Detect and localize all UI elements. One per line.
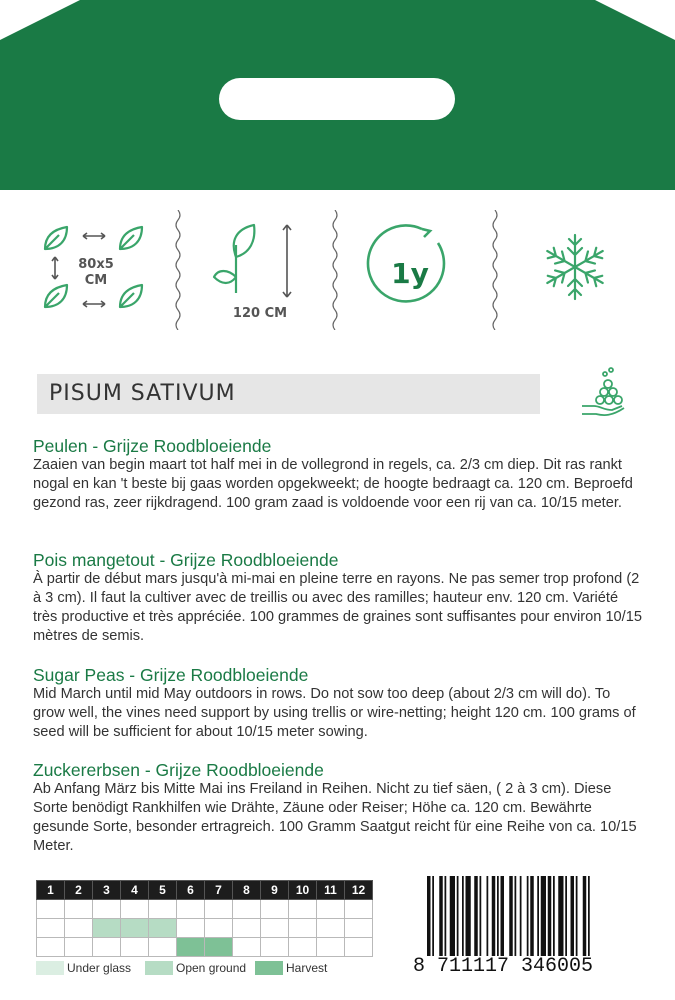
section-de [33, 760, 643, 856]
calendar-month-2: 2 [65, 881, 93, 900]
calendar-cell [289, 938, 317, 957]
barcode-bar [583, 876, 587, 956]
barcode-bar [553, 876, 555, 956]
barcode-bar [474, 876, 478, 956]
calendar-month-10: 10 [289, 881, 317, 900]
legend-label: Harvest [286, 961, 328, 975]
barcode [425, 876, 630, 956]
barcode-digits: 8 711117 346005 [413, 955, 594, 978]
section-body: Mid March until mid May outdoors in rows. Do not sow too deep (about 2/3 cm will do). To grow well, the vines need support by using trellis or wire-netting; height 120 cm. 100 grams of seed will be sufficient for about 10/15 meter sowing. [33, 686, 636, 740]
calendar-cell [93, 900, 121, 919]
species-name: PISUM SATIVUM [49, 381, 236, 406]
height-label: 120 CM [232, 306, 288, 321]
calendar-cell [205, 900, 233, 919]
sowing-calendar [36, 880, 373, 957]
calendar-month-6: 6 [177, 881, 205, 900]
calendar-cell [93, 919, 121, 938]
calendar-cell [317, 938, 345, 957]
calendar-cell [233, 938, 261, 957]
calendar-cell [289, 900, 317, 919]
barcode-bar [445, 876, 447, 956]
barcode-bar [530, 876, 534, 956]
snowflake-icon [535, 205, 615, 330]
legend-swatch [36, 961, 64, 975]
barcode-bar [520, 876, 522, 956]
calendar-cell [121, 919, 149, 938]
legend-label: Under glass [67, 961, 132, 975]
calendar-cell [149, 900, 177, 919]
calendar-cell [65, 938, 93, 957]
barcode-bar [588, 876, 590, 956]
wavy-divider [330, 210, 340, 330]
section-body: À partir de début mars jusqu'à mi-mai en pleine terre en rayons. Ne pas semer trop profond (2 à 3 cm). Il faut la cultiver avec de treillis ou avec des ramilles; hauteur env. 120 cm. Variété très productive et très appréciée. 100 grammes de graines sont suffisantes pour environ 10/15 mètres de semis. [33, 571, 642, 644]
calendar-cell [121, 900, 149, 919]
barcode-bar [480, 876, 482, 956]
legend-swatch [255, 961, 283, 975]
calendar-month-4: 4 [121, 881, 149, 900]
barcode-bar [432, 876, 434, 956]
calendar-cell [345, 938, 373, 957]
calendar-cell [65, 900, 93, 919]
barcode-bar [571, 876, 575, 956]
hand-seeds-icon [578, 362, 628, 422]
calendar-cell [205, 938, 233, 957]
barcode-bar [558, 876, 563, 956]
calendar-cell [317, 919, 345, 938]
calendar-row-open-ground [37, 919, 373, 938]
hang-slot [219, 78, 455, 120]
calendar-month-9: 9 [261, 881, 289, 900]
barcode-bar [565, 876, 567, 956]
calendar-cell [317, 900, 345, 919]
section-title: Pois mangetout - Grijze Roodbloeiende [33, 550, 339, 570]
plant-height-icon [210, 205, 310, 330]
calendar-cell [149, 938, 177, 957]
calendar-cell [233, 919, 261, 938]
barcode-bar [450, 876, 455, 956]
barcode-bar [548, 876, 552, 956]
annual-cycle-icon [360, 205, 460, 330]
icons-row [0, 205, 675, 330]
calendar-cell [65, 919, 93, 938]
barcode-bar [527, 876, 529, 956]
species-band [37, 374, 540, 414]
section-title: Peulen - Grijze Roodbloeiende [33, 436, 272, 456]
calendar-cell [261, 919, 289, 938]
calendar-cell [37, 919, 65, 938]
barcode-bar [492, 876, 496, 956]
section-nl [33, 436, 643, 513]
spacing-label-line2: CM [84, 273, 108, 288]
barcode-bar [462, 876, 464, 956]
calendar-month-5: 5 [149, 881, 177, 900]
wavy-divider [173, 210, 183, 330]
calendar-cell [261, 938, 289, 957]
barcode-bar [457, 876, 459, 956]
packet-header [0, 0, 675, 190]
calendar-cell [289, 919, 317, 938]
calendar-row-under-glass [37, 900, 373, 919]
barcode-bar [501, 876, 505, 956]
calendar-cell [37, 900, 65, 919]
barcode-bar [497, 876, 499, 956]
barcode-bar [537, 876, 539, 956]
calendar-cell [149, 919, 177, 938]
calendar-cell [261, 900, 289, 919]
lifecycle-label: 1y [391, 257, 429, 290]
calendar-cell [177, 900, 205, 919]
calendar-cell [345, 900, 373, 919]
calendar-month-3: 3 [93, 881, 121, 900]
header-corner-cut [595, 0, 675, 40]
calendar-month-12: 12 [345, 881, 373, 900]
legend-swatch [145, 961, 173, 975]
barcode-bar [576, 876, 578, 956]
wavy-divider [490, 210, 500, 330]
header-corner-cut [0, 0, 80, 40]
calendar-cell [177, 919, 205, 938]
calendar-cell [37, 938, 65, 957]
barcode-bar [427, 876, 431, 956]
legend-label: Open ground [176, 961, 247, 975]
section-en [33, 665, 643, 742]
calendar-row-harvest [37, 938, 373, 957]
calendar-cell [345, 919, 373, 938]
calendar-month-1: 1 [37, 881, 65, 900]
calendar-cell [233, 900, 261, 919]
section-body: Ab Anfang März bis Mitte Mai ins Freiland in Reihen. Nicht zu tief säen, ( 2 à 3 cm). Diese Sorte benödigt Rankhilfen wie Drähte, Zäune oder Reiser; Höhe ca. 120 cm. Bewährte gesunde Sorte, besonder ertragreich. 100 Gramm Saatgut reicht für eine Reihe von ca. 10/15 Meter. [33, 781, 637, 854]
section-title: Sugar Peas - Grijze Roodbloeiende [33, 665, 309, 685]
barcode-bar [487, 876, 489, 956]
calendar-month-8: 8 [233, 881, 261, 900]
calendar-cell [93, 938, 121, 957]
barcode-bar [439, 876, 443, 956]
calendar-month-11: 11 [317, 881, 345, 900]
barcode-bar [541, 876, 546, 956]
barcode-bar [466, 876, 471, 956]
calendar-cell [121, 938, 149, 957]
leaf-spacing-icon [35, 205, 155, 330]
section-fr [33, 550, 643, 646]
section-body: Zaaien van begin maart tot half mei in de vollegrond in regels, ca. 2/3 cm diep. Dit ras rankt nogal en kan 't beste bij gaas worden opgekweekt; de hoogte bedraagt ca. 120 cm. Beproefd gezond ras, zeer rijkdragend. 100 gram zaad is voldoende voor een rij van ca. 10/15 meter. [33, 457, 633, 511]
calendar-month-header [37, 881, 373, 900]
calendar-cell [205, 919, 233, 938]
calendar-month-7: 7 [205, 881, 233, 900]
barcode-bar [515, 876, 517, 956]
section-title: Zuckererbsen - Grijze Roodbloeiende [33, 760, 324, 780]
barcode-bar [509, 876, 513, 956]
calendar-cell [177, 938, 205, 957]
spacing-label-line1: 80x5 [78, 257, 114, 272]
